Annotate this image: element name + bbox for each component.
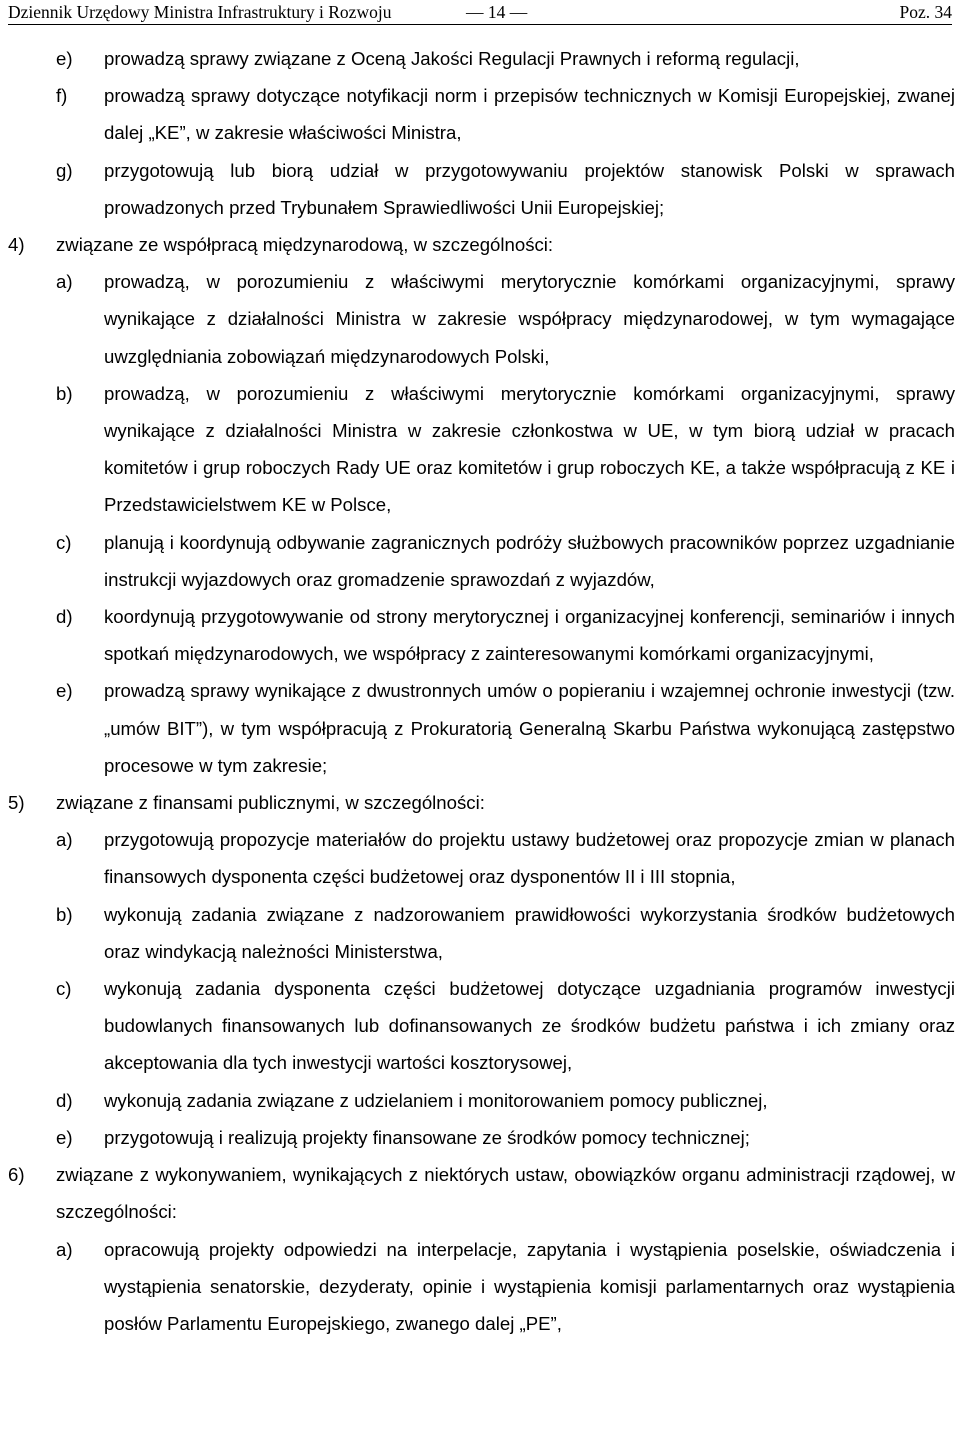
item-label: d) xyxy=(56,606,73,628)
list-item xyxy=(0,77,955,151)
item-label: e) xyxy=(56,48,73,69)
list-item xyxy=(0,1119,955,1156)
item-text: prowadzą sprawy związane z Oceną Jakości Regulacji Prawnych i reformą regulacji, xyxy=(104,48,800,69)
item-label: e) xyxy=(56,680,73,702)
list-item xyxy=(0,263,955,375)
item-text: prowadzą, w porozumieniu z właściwymi merytorycznie komórkami organizacyjnymi, sprawy wynikające z działalności Ministra w zakresie współpracy międzynarodowej, w tym wymagające uwzględniania zobowiązań międzynarodowych Polski, xyxy=(104,271,955,367)
section-label: 4) xyxy=(8,234,25,256)
list-item xyxy=(0,40,955,77)
item-text: koordynują przygotowywanie od strony merytorycznej i organizacyjnej konferencji, seminariów i innych spotkań międzynarodowych, we współpracy z zainteresowanymi komórkami organizacyjnymi, xyxy=(104,606,955,665)
item-text: przygotowują i realizują projekty finansowane ze środków pomocy technicznej; xyxy=(104,1126,750,1148)
position-number: Poz. 34 xyxy=(899,2,952,22)
list-item xyxy=(0,524,955,598)
item-label: c) xyxy=(56,531,72,553)
item-label: g) xyxy=(56,159,73,181)
section-text: związane ze współpracą międzynarodową, w szczególności: xyxy=(56,234,554,256)
item-text: prowadzą sprawy wynikające z dwustronnych umów o popieraniu i wzajemnej ochronie inwestycji (tzw. „umów BIT”), w tym współpracują z Prokuratorią Generalną Skarbu Państwa wykonującą zastępstwo procesowe w tym zakresie; xyxy=(104,680,955,776)
item-label: b) xyxy=(56,903,73,925)
item-label: a) xyxy=(56,271,73,293)
section-item xyxy=(0,784,955,821)
item-text: opracowują projekty odpowiedzi na interpelacje, zapytania i wystąpienia poselskie, oświadczenia i wystąpienia senatorskie, dezyderaty, opinie i wystąpienia komisji parlamentarnych oraz wystąpienia posłów Parlamentu Europejskiego, zwanego dalej „PE”, xyxy=(104,1238,955,1334)
section-item xyxy=(0,1156,955,1230)
item-label: a) xyxy=(56,1238,73,1260)
item-text: planują i koordynują odbywanie zagranicznych podróży służbowych pracowników poprzez uzgadnianie instrukcji wyjazdowych oraz gromadzenie sprawozdań z wyjazdów, xyxy=(104,531,955,590)
section-text: związane z finansami publicznymi, w szczególności: xyxy=(56,792,485,814)
item-label: e) xyxy=(56,1126,73,1148)
page-number: — 14 — xyxy=(466,2,528,22)
item-label: a) xyxy=(56,829,73,851)
item-text: wykonują zadania związane z udzielaniem i monitorowaniem pomocy publicznej, xyxy=(104,1089,768,1111)
list-item xyxy=(0,598,955,672)
list-item xyxy=(0,896,955,970)
journal-title: Dziennik Urzędowy Ministra Infrastruktury i Rozwoju xyxy=(8,2,392,22)
list-item xyxy=(0,1082,955,1119)
list-item xyxy=(0,970,955,1082)
item-text: przygotowują lub biorą udział w przygotowywaniu projektów stanowisk Polski w sprawach prowadzonych przed Trybunałem Sprawiedliwości Unii Europejskiej; xyxy=(104,159,955,218)
item-label: b) xyxy=(56,382,73,404)
item-text: wykonują zadania dysponenta części budżetowej dotyczące uzgadniania programów inwestycji budowlanych finansowanych lub dofinansowanych ze środków budżetu państwa i ich zmiany oraz akceptowania dla tych inwestycji wartości kosztorysowej, xyxy=(104,978,955,1074)
list-item xyxy=(0,152,955,226)
item-text: wykonują zadania związane z nadzorowaniem prawidłowości wykorzystania środków budżetowych oraz windykacją należności Ministerstwa, xyxy=(104,903,955,962)
section-text: związane z wykonywaniem, wynikających z niektórych ustaw, obowiązków organu administracji rządowej, w szczególności: xyxy=(56,1164,955,1223)
page-header xyxy=(8,0,952,26)
list-item xyxy=(0,1231,955,1343)
item-text: prowadzą, w porozumieniu z właściwymi merytorycznie komórkami organizacyjnymi, sprawy wynikające z działalności Ministra w zakresie członkostwa w UE, w tym biorą udział w pracach komitetów i grup roboczych Rady UE oraz komitetów i grup roboczych KE, a także współpracują z KE i Przedstawicielstwem KE w Polsce, xyxy=(104,382,955,516)
list-item xyxy=(0,375,955,524)
document-body xyxy=(0,40,955,1342)
section-item xyxy=(0,226,955,263)
list-item xyxy=(0,672,955,784)
list-item xyxy=(0,821,955,895)
section-label: 6) xyxy=(8,1164,25,1186)
item-text: przygotowują propozycje materiałów do projektu ustawy budżetowej oraz propozycje zmian w planach finansowych dysponenta części budżetowej oraz dysponentów II i III stopnia, xyxy=(104,829,955,888)
section-label: 5) xyxy=(8,792,25,814)
item-label: c) xyxy=(56,978,72,1000)
item-text: prowadzą sprawy dotyczące notyfikacji norm i przepisów technicznych w Komisji Europejskiej, zwanej dalej „KE”, w zakresie właściwości Ministra, xyxy=(104,85,955,144)
item-label: f) xyxy=(56,85,68,107)
header-rule xyxy=(8,24,952,25)
item-label: d) xyxy=(56,1089,73,1111)
